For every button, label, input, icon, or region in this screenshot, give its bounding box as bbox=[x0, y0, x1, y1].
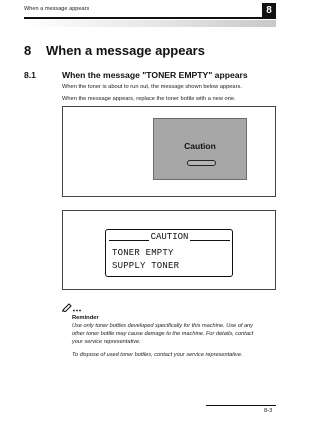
lcd-header-line-right bbox=[190, 240, 230, 241]
subsection-number: 8.1 bbox=[24, 70, 36, 80]
lcd-panel bbox=[105, 229, 233, 277]
section-heading bbox=[24, 43, 205, 58]
caution-figure bbox=[62, 106, 276, 197]
reminder-label: Reminder bbox=[72, 315, 99, 321]
section-title: When a message appears bbox=[46, 43, 205, 58]
caution-screen-button bbox=[187, 160, 216, 166]
body-paragraph-2: When the message appears, replace the toner bottle with a new one. bbox=[62, 96, 236, 102]
subsection-heading bbox=[24, 70, 248, 80]
lcd-header bbox=[109, 232, 230, 242]
caution-title: Caution bbox=[184, 141, 216, 151]
lcd-header-line-left bbox=[109, 240, 149, 241]
reminder-line-3: your service representative. bbox=[72, 339, 141, 345]
running-header-title: When a message appears bbox=[24, 6, 90, 12]
reminder-line-2: other toner bottle may cause damage to the machine. For details, contact bbox=[72, 331, 254, 337]
reminder-note: To dispose of used toner bottles, contact your service representative. bbox=[72, 352, 243, 358]
caution-screen bbox=[153, 118, 247, 180]
header-gradient-band bbox=[24, 20, 276, 27]
header-rule bbox=[24, 17, 276, 19]
lcd-message-line-1: TONER EMPTY bbox=[112, 248, 174, 258]
section-number: 8 bbox=[24, 43, 32, 58]
reminder-line-1: Use only toner bottles developed specifically for this machine. Use of any bbox=[72, 323, 253, 329]
pencil-note-icon bbox=[62, 302, 84, 312]
subsection-title: When the message "TONER EMPTY" appears bbox=[62, 70, 248, 80]
lcd-message-figure bbox=[62, 210, 276, 290]
chapter-number-tab: 8 bbox=[262, 3, 276, 17]
lcd-header-label: CAUTION bbox=[150, 232, 189, 242]
page-number: 8-3 bbox=[264, 408, 273, 414]
footer-rule bbox=[206, 405, 276, 406]
lcd-message-line-2: SUPPLY TONER bbox=[112, 261, 180, 271]
body-paragraph-1: When the toner is about to run out, the message shown below appears. bbox=[62, 84, 242, 90]
